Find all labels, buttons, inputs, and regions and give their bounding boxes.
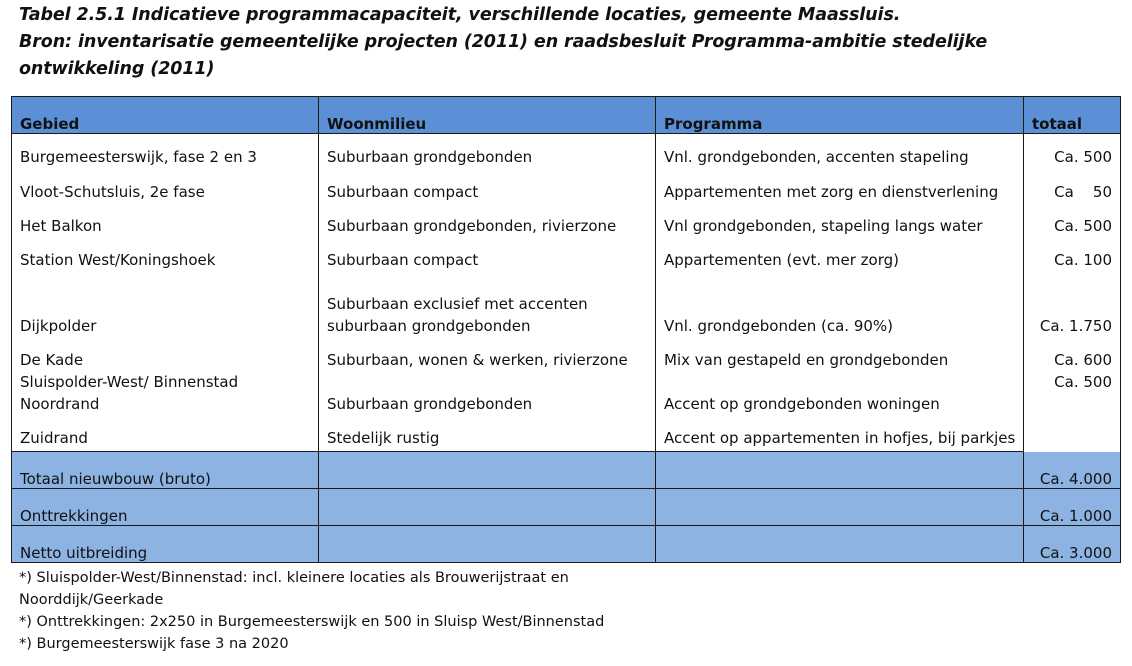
table-row bbox=[12, 203, 1121, 237]
cell-totaal: Ca. 500 bbox=[1024, 134, 1121, 170]
header-programma: Programma bbox=[656, 97, 1024, 134]
header-gebied: Gebied bbox=[12, 97, 319, 134]
footnote-1-line-1: *) Sluispolder-West/Binnenstad: incl. kleinere locaties als Brouwerijstraat en bbox=[19, 570, 569, 586]
footnote-1-line-2: Noorddijk/Geerkade bbox=[19, 592, 164, 608]
cell-gebied bbox=[12, 371, 319, 415]
cell-totaal: Ca. 1.750 bbox=[1024, 271, 1121, 337]
cell-woonmilieu: Suburbaan grondgebonden bbox=[319, 134, 656, 170]
cell-gebied: Zuidrand bbox=[12, 415, 319, 452]
table-row bbox=[12, 134, 1121, 170]
cell-woonmilieu: Suburbaan grondgebonden, rivierzone bbox=[319, 203, 656, 237]
cell-gebied: De Kade bbox=[12, 337, 319, 371]
table-row bbox=[12, 371, 1121, 415]
summary-label: Netto uitbreiding bbox=[12, 526, 319, 563]
cell-programma: Accent op grondgebonden woningen bbox=[656, 371, 1024, 415]
caption-line-3: ontwikkeling (2011) bbox=[19, 59, 215, 79]
summary-empty bbox=[319, 526, 656, 563]
summary-totaal: Ca. 3.000 bbox=[1024, 526, 1121, 563]
table-row bbox=[12, 237, 1121, 271]
cell-gebied: Vloot-Schutsluis, 2e fase bbox=[12, 169, 319, 203]
cell-programma: Vnl. grondgebonden, accenten stapeling bbox=[656, 134, 1024, 170]
summary-empty bbox=[319, 489, 656, 526]
cell-woonmilieu: Suburbaan compact bbox=[319, 237, 656, 271]
cell-woonmilieu bbox=[319, 271, 656, 337]
summary-label: Onttrekkingen bbox=[12, 489, 319, 526]
cell-totaal: Ca. 100 bbox=[1024, 237, 1121, 271]
header-totaal: totaal bbox=[1024, 97, 1121, 134]
cell-programma: Appartementen (evt. mer zorg) bbox=[656, 237, 1024, 271]
cell-totaal: Ca. 500 bbox=[1024, 203, 1121, 237]
table-row bbox=[12, 271, 1121, 337]
footnote-3: *) Burgemeesterswijk fase 3 na 2020 bbox=[19, 636, 289, 652]
cell-programma: Appartementen met zorg en dienstverlening bbox=[656, 169, 1024, 203]
table-row bbox=[12, 337, 1121, 371]
summary-row-net bbox=[12, 526, 1121, 563]
summary-empty bbox=[319, 452, 656, 489]
summary-totaal: Ca. 4.000 bbox=[1024, 452, 1121, 489]
cell-programma: Vnl grondgebonden, stapeling langs water bbox=[656, 203, 1024, 237]
cell-totaal: Ca. 600 bbox=[1024, 337, 1121, 371]
cell-programma: Vnl. grondgebonden (ca. 90%) bbox=[656, 271, 1024, 337]
summary-empty bbox=[656, 452, 1024, 489]
footnotes bbox=[19, 567, 604, 655]
table-row bbox=[12, 169, 1121, 203]
cell-woonmilieu-line-2: suburbaan grondgebonden bbox=[327, 317, 531, 335]
table-row bbox=[12, 415, 1121, 452]
header-row bbox=[12, 97, 1121, 134]
cell-woonmilieu: Suburbaan grondgebonden bbox=[319, 371, 656, 415]
cell-programma: Accent op appartementen in hofjes, bij parkjes bbox=[656, 415, 1024, 452]
cell-woonmilieu-line-1: Suburbaan exclusief met accenten bbox=[327, 295, 588, 313]
cell-gebied: Het Balkon bbox=[12, 203, 319, 237]
summary-label: Totaal nieuwbouw (bruto) bbox=[12, 452, 319, 489]
cell-gebied-line-1: Sluispolder-West/ Binnenstad bbox=[20, 373, 239, 391]
summary-row-withdrawals bbox=[12, 489, 1121, 526]
caption-line-1: Tabel 2.5.1 Indicatieve programmacapaciteit, verschillende locaties, gemeente Maassluis. bbox=[19, 5, 901, 25]
program-capacity-table bbox=[11, 96, 1121, 563]
cell-programma: Mix van gestapeld en grondgebonden bbox=[656, 337, 1024, 371]
summary-totaal: Ca. 1.000 bbox=[1024, 489, 1121, 526]
cell-gebied: Dijkpolder bbox=[12, 271, 319, 337]
cell-woonmilieu: Suburbaan compact bbox=[319, 169, 656, 203]
footnote-2: *) Onttrekkingen: 2x250 in Burgemeesterswijk en 500 in Sluisp West/Binnenstad bbox=[19, 614, 605, 630]
caption-line-2: Bron: inventarisatie gemeentelijke projecten (2011) en raadsbesluit Programma-ambitie stedelijke bbox=[19, 32, 988, 52]
summary-row-total bbox=[12, 452, 1121, 489]
summary-empty bbox=[656, 489, 1024, 526]
header-woonmilieu: Woonmilieu bbox=[319, 97, 656, 134]
table-caption bbox=[19, 2, 1119, 83]
cell-woonmilieu: Suburbaan, wonen & werken, rivierzone bbox=[319, 337, 656, 371]
cell-gebied-line-2: Noordrand bbox=[20, 395, 100, 413]
cell-totaal: Ca. 500 bbox=[1024, 371, 1121, 452]
cell-gebied: Station West/Koningshoek bbox=[12, 237, 319, 271]
cell-totaal: Ca 50 bbox=[1024, 169, 1121, 203]
cell-woonmilieu: Stedelijk rustig bbox=[319, 415, 656, 452]
cell-gebied: Burgemeesterswijk, fase 2 en 3 bbox=[12, 134, 319, 170]
summary-empty bbox=[656, 526, 1024, 563]
